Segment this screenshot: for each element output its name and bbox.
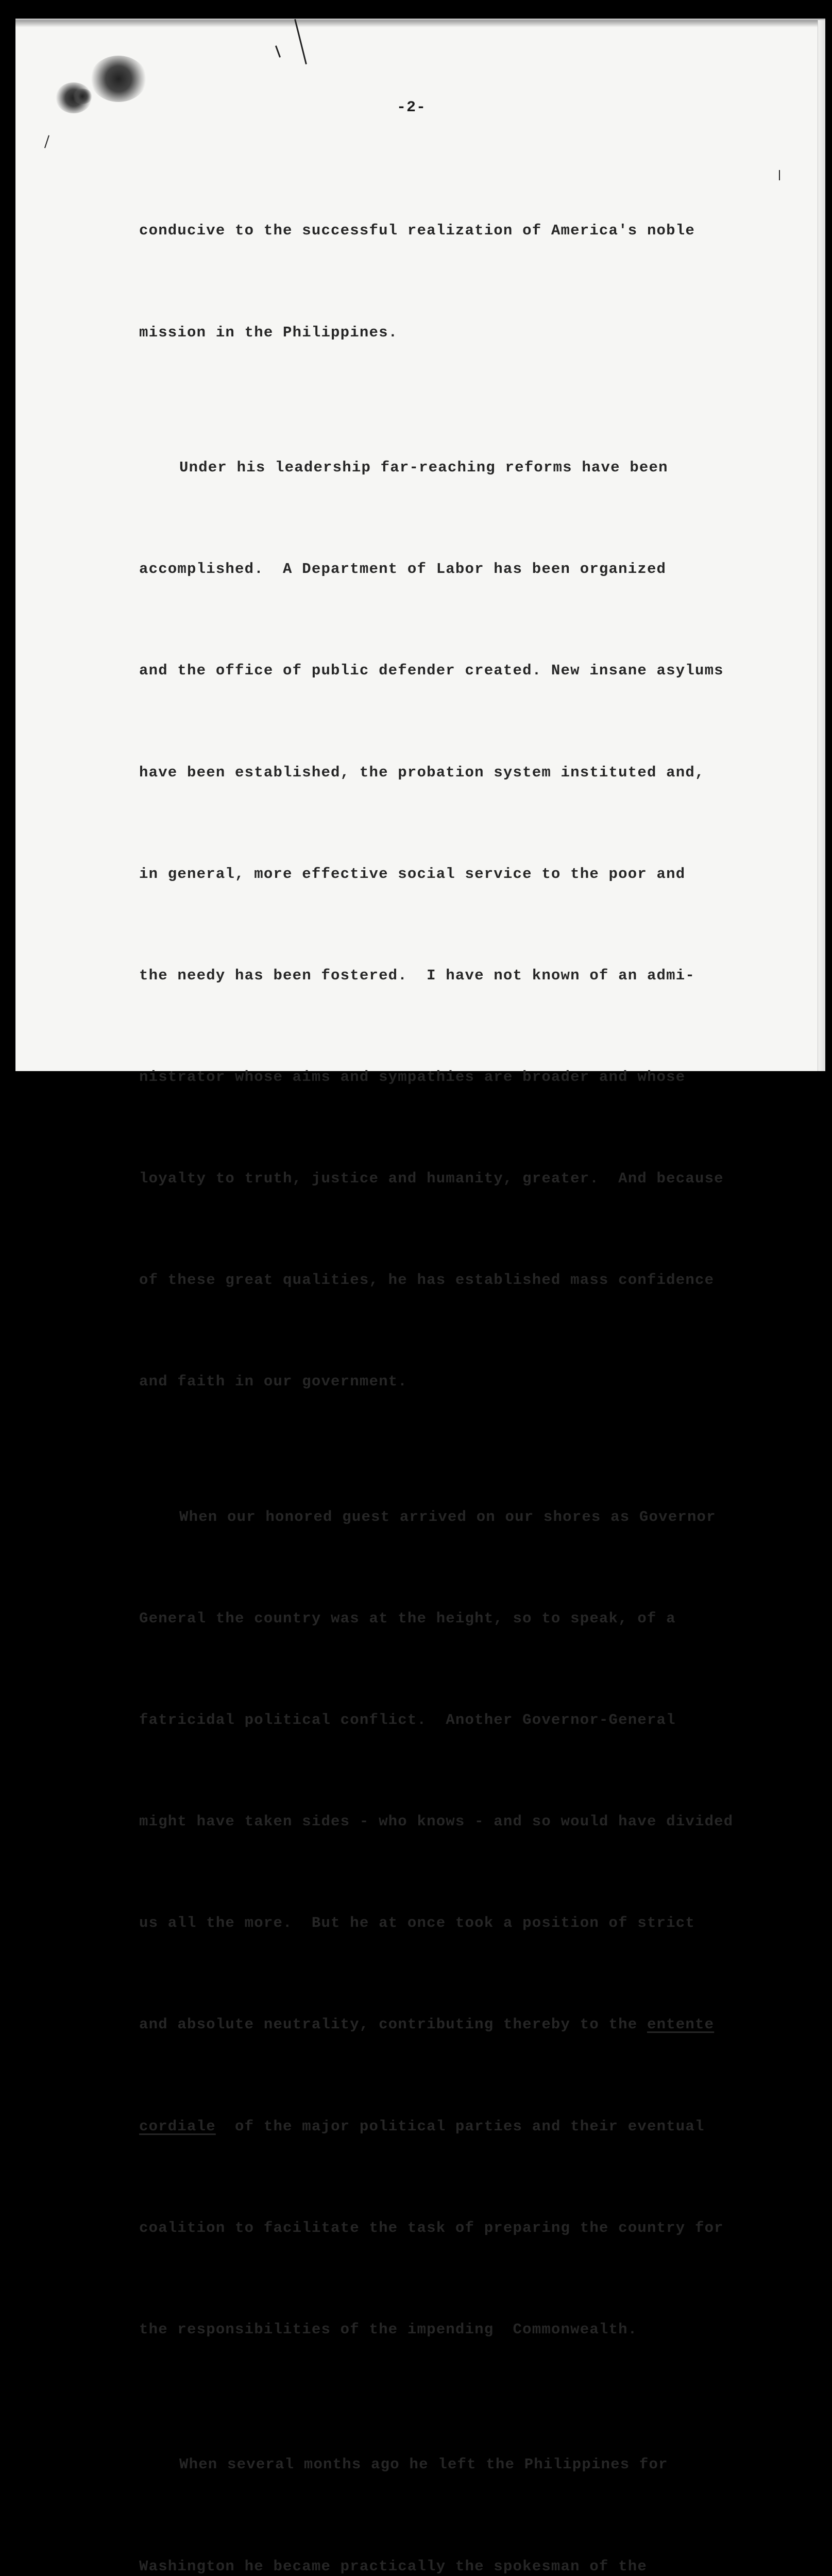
text-line: loyalty to truth, justice and humanity, greater. And because [139, 1170, 724, 1187]
text-line: might have taken sides - who knows - and so would have divided [139, 1813, 734, 1831]
text-line: fatricidal political conflict. Another Governor-General [139, 1711, 676, 1729]
paragraph-first-line: When several months ago he left the Philippines for [179, 2456, 668, 2473]
ink-smudge-mark [72, 89, 93, 104]
paragraph-first-line: When our honored guest arrived on our shores as Governor [179, 1508, 716, 1526]
typewritten-body [139, 146, 768, 2576]
text-line: Washington he became practically the spokesman of the [139, 2557, 647, 2575]
text-line-with-underline [139, 2110, 768, 2144]
text-line: the needy has been fostered. I have not known of an admi- [139, 967, 695, 984]
text-line: General the country was at the height, so to speak, of a [139, 1610, 676, 1628]
text-line: conducive to the successful realization of America's noble [139, 222, 695, 240]
text-line: and faith in our government. [139, 1373, 407, 1391]
text-line: of these great qualities, he has established mass confidence [139, 1272, 715, 1289]
ink-smudge-mark [90, 56, 147, 102]
paragraph-first-line: Under his leadership far-reaching reforms have been [179, 459, 668, 477]
text-line: mission in the Philippines. [139, 324, 398, 341]
underlined-phrase: cordiale [139, 2117, 216, 2135]
text-line: accomplished. A Department of Labor has been organized [139, 561, 667, 578]
stray-mark [779, 170, 780, 180]
underlined-phrase: entente [647, 2016, 715, 2033]
text-segment: and absolute neutrality, contributing thereby to the [139, 2016, 638, 2033]
text-line: and the office of public defender created. New insane asylums [139, 662, 724, 680]
text-segment: of the major political parties and their eventual [235, 2117, 705, 2135]
text-line: us all the more. But he at once took a position of strict [139, 1914, 695, 1932]
text-line: the responsibilities of the impending Commonwealth. [139, 2320, 638, 2338]
page-top-shadow [15, 20, 825, 27]
text-line: have been established, the probation system instituted and, [139, 764, 705, 781]
page-number: -2- [397, 99, 427, 116]
text-line: coalition to facilitate the task of preparing the country for [139, 2219, 724, 2236]
text-line-with-underline [139, 2008, 768, 2042]
page-stack-edge [818, 20, 825, 1071]
text-line: nistrator whose aims and sympathies are broader and whose [139, 1068, 686, 1086]
text-line: in general, more effective social service to the poor and [139, 865, 686, 883]
